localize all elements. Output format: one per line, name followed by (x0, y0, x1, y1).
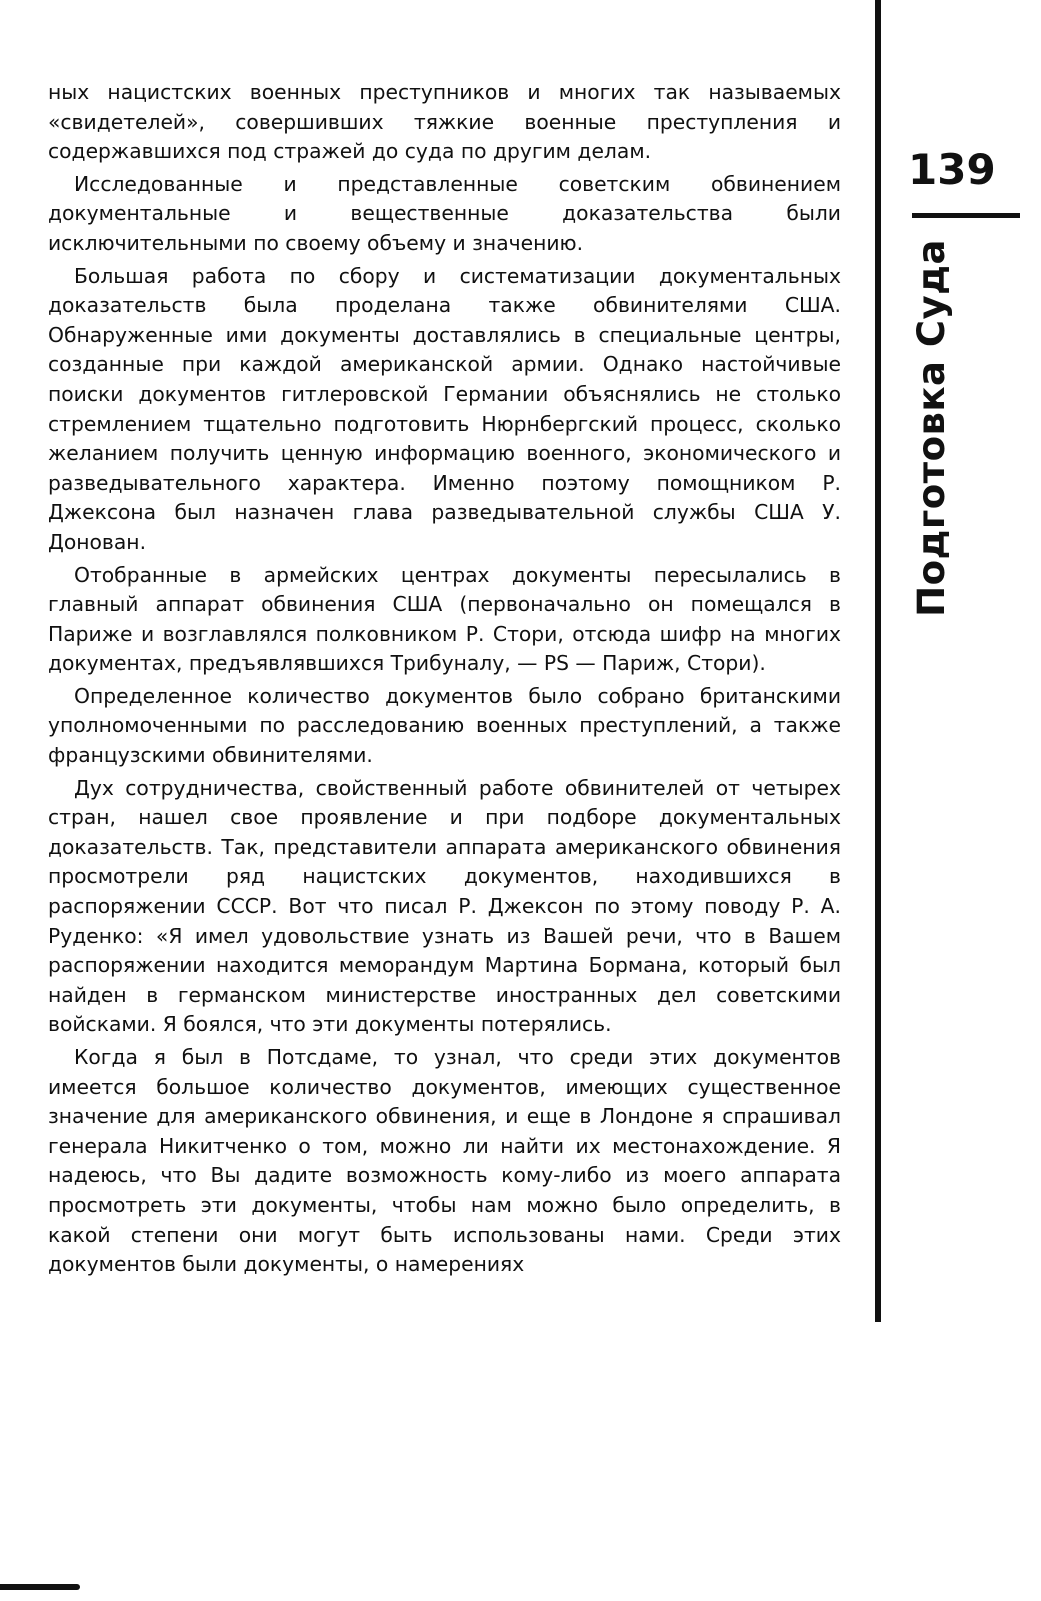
margin-vertical-rule (875, 0, 881, 1322)
paragraph-4: Отобранные в армейских центрах документы пересылались в главный аппарат обвинения США (первоначально он помещался в Париже и возглавлялся полковником Р. Стори, отсюда шифр на многих документах, предъявлявшихся Трибуналу, — PS — Париж, Стори). (48, 562, 841, 676)
body-text (48, 78, 841, 1283)
paragraph-7: Когда я был в Потсдаме, то узнал, что среди этих документов имеется большое количество документов, имеющих существенное значение для американского обвинения, и еще в Лондоне я спрашивал генерала Никитченко о том, можно ли найти их местонахождение. Я надеюсь, что Вы дадите возможность кому-либо из моего аппарата просмотреть эти документы, чтобы нам можно было определить, в какой степени они могут быть использованы нами. Среди этих документов были документы, о намерениях (48, 1045, 841, 1277)
scan-edge-mark (0, 1584, 80, 1590)
paragraph-6: Дух сотрудничества, свойственный работе обвинителей от четырех стран, нашел свое проявление и при подборе документальных доказательств. Так, представители аппарата американского обвинения просмотрели ряд нацистских документов, находившихся в распоряжении СССР. Вот что писал Р. Джексон по этому поводу Р. А. Руденко: «Я имел удовольствие узнать из Вашей речи, что в Вашем распоряжении находится меморандум Мартина Бормана, который был найден в германском министерстве иностранных дел советскими войсками. Я боялся, что эти документы потерялись. (48, 775, 841, 1037)
running-head-text: Подготовка Суда (909, 239, 953, 617)
paragraph-1: ных нацистских военных преступников и многих так называемых «свидетелей», совершивших тяжкие военные преступления и содержавшихся под стражей до суда по другим делам. (48, 80, 841, 164)
paragraph-3: Большая работа по сбору и систематизации документальных доказательств была проделана также обвинителями США. Обнаруженные ими документы доставлялись в специальные центры, созданные при каждой американской армии. Однако настойчивые поиски документов гитлеровской Германии объяснялись не столько стремлением тщательно подготовить Нюрнбергский процесс, сколько желанием получить ценную информацию военного, экономического и разведывательного характера. Именно поэтому помощником Р. Джексона был назначен глава разведывательной службы США У. Донован. (48, 263, 841, 554)
page-number-rule (912, 213, 1020, 218)
paragraph-5: Определенное количество документов было собрано британскими уполномоченными по расследованию военных преступлений, а также французскими обвинителями. (48, 683, 841, 768)
running-head (906, 232, 956, 624)
page-number: 139 (908, 145, 996, 194)
paragraph-2: Исследованные и представленные советским обвинением документальные и вещественные доказательства были исключительными по своему объему и значению. (48, 171, 841, 255)
